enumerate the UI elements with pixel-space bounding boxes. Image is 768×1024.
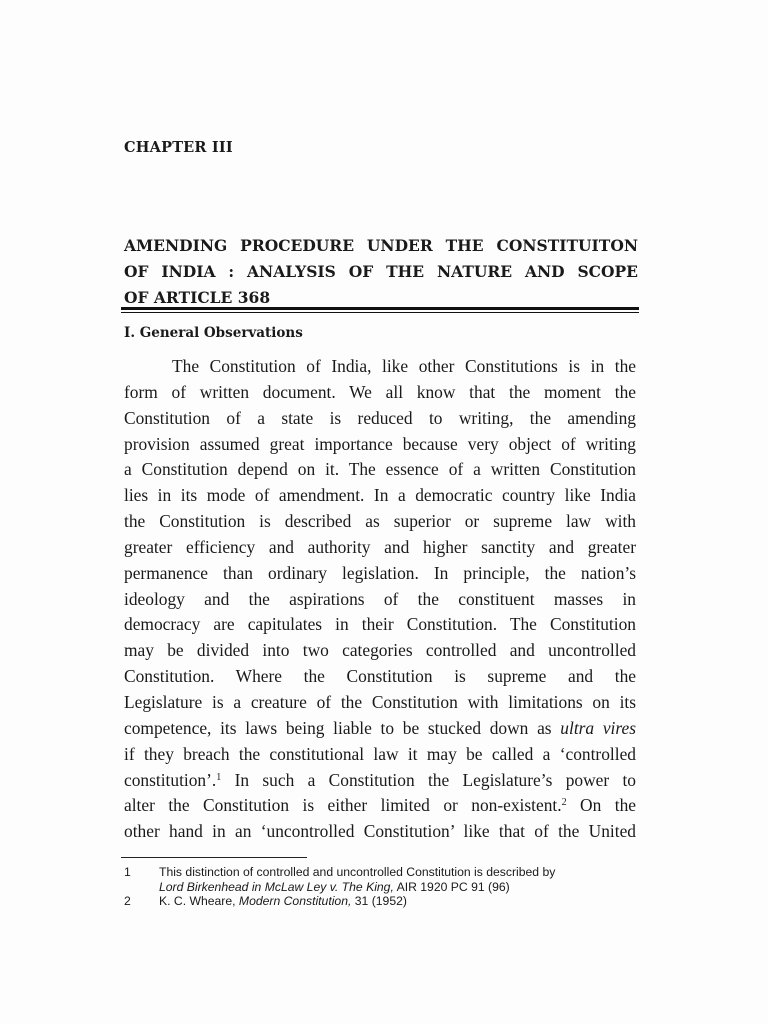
body-line: greater efficiency and authority and higher sanctity and greater [124,536,636,557]
body-text-run: On the [566,795,636,816]
footnote-ref[interactable]: 2 [561,797,567,809]
body-text-run: alter the Constitution is either limited or non-existent. [124,795,562,816]
italic-term: ultra vires [560,717,636,738]
chapter-title [124,233,638,311]
footnotes [124,865,638,909]
body-line [124,793,636,819]
body-line: may be divided into two categories controlled and uncontrolled [124,640,636,661]
footnote-ref[interactable]: 1 [216,771,222,783]
footnote-number: 2 [124,894,131,908]
body-line: other hand in an ‘uncontrolled Constitution’ like that of the United [124,821,636,842]
footnote-separator [121,857,307,858]
body-line: lies in its mode of amendment. In a democratic country like India [124,485,636,506]
footnote-text-run: AIR 1920 PC 91 (96) [393,879,510,894]
body-text-run: competence, its laws being liable to be stucked down as [124,717,561,738]
body-line [124,716,636,742]
footnote-text-run: K. C. Wheare, [159,894,239,908]
chapter-title-line: AMENDING PROCEDURE UNDER THE CONSTITUITON [124,236,638,255]
section-heading: I. General Observations [124,325,303,341]
body-line: provision assumed great importance because very object of writing [124,433,636,454]
title-rule-thin [121,312,639,313]
body-line: ideology and the aspirations of the constituent masses in [124,588,636,609]
footnote-citation: Modern Constitution, [238,894,352,908]
footnote-text-run: 31 (1952) [351,894,407,908]
footnote-1 [124,865,638,894]
body-line: democracy are capitulates in their Constitution. The Constitution [124,614,636,635]
body-line: Constitution of a state is reduced to writing, the amending [124,407,636,428]
footnote-2 [124,894,638,909]
body-line: the Constitution is described as superior or supreme law with [124,511,636,532]
chapter-title-line: OF INDIA : ANALYSIS OF THE NATURE AND SCOPE [124,262,638,281]
body-line: form of written document. We all know that the moment the [124,381,636,402]
body-line: a Constitution depend on it. The essence of a written Constitution [124,459,636,480]
body-line: if they breach the constitutional law it may be called a ‘controlled [124,743,636,764]
body-line: Legislature is a creature of the Constitution with limitations on its [124,691,636,712]
body-text-run: In such a Constitution the Legislature’s power to [221,769,636,790]
footnote-text-run: This distinction of controlled and uncontrolled Constitution is described by [159,865,556,879]
body-text [124,354,636,845]
footnote-citation: Lord Birkenhead in McLaw Ley v. The King, [159,879,394,894]
footnote-number: 1 [124,865,131,879]
body-line: permanence than ordinary legislation. In principle, the nation’s [124,562,636,583]
chapter-title-line: OF ARTICLE 368 [124,288,271,307]
body-text-run: constitution’. [124,769,217,790]
body-line: The Constitution of India, like other Constitutions is in the [172,356,636,376]
chapter-label: CHAPTER III [124,139,233,156]
footnote-text [159,894,638,909]
title-rule-thick [121,307,639,310]
body-line [124,768,636,794]
body-line: Constitution. Where the Constitution is supreme and the [124,666,636,687]
footnote-text [159,865,638,894]
